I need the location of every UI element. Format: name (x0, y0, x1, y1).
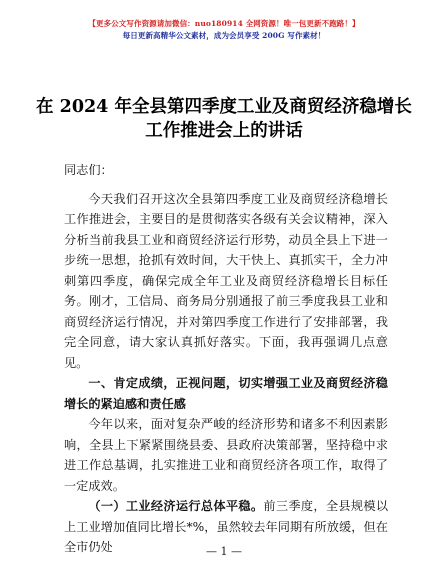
subsection-heading-1: （一）工业经济运行总体平稳。 (88, 499, 264, 513)
promo-line-1: 【更多公文写作资源请加微信：nuo180914 全网资源！唯一包更新不跑路！】 (88, 19, 360, 28)
title-line-2: 工作推进会上的讲话 (145, 121, 303, 141)
salutation: 同志们： (64, 163, 113, 177)
document-body (64, 160, 388, 558)
promo-line-2: 每日更新高精华公文素材，成为会员享受 200G 写作素材！ (122, 31, 326, 40)
title-line-1: 在 2024 年全县第四季度工业及商贸经济稳增长 (36, 97, 412, 117)
section-heading-1: 一、肯定成绩，正视问题，切实增强工业及商贸经济稳增长的紧迫感和责任感 (64, 376, 388, 411)
promo-banner (0, 18, 448, 42)
document-title (0, 95, 448, 143)
subsection-text-1: 前三季度，全县规模以上工业增加值同比增长*%，虽然较去年同期有所放缓，但在全市仍处 (64, 499, 389, 554)
paragraph-section-1: 今年以来，面对复杂严峻的经济形势和诸多不利因素影响，全县上下紧紧围绕县委、县政府决策部署，坚持稳中求进工作总基调，扎实推进工业和商贸经济各项工作，取得了一定成效。 (64, 417, 388, 493)
paragraph-intro: 今天我们召开这次全县第四季度工业及商贸经济稳增长工作推进会，主要目的是贯彻落实各级有关会议精神，深入分析当前我县工业和商贸经济运行形势，动员全县上下进一步统一思想，抢抓有效时间，大干快上、真抓实干，全力冲刺第四季度，确保完成全年工业及商贸经济稳增长目标任务。刚才，工信局、商务局分别通报了前三季度我县工业和商贸经济运行情况，并对第四季度工作进行了安排部署，我完全同意，请大家认真抓好落实。下面，我再强调几点意见。 (64, 191, 388, 370)
page-number: — 1 — (206, 545, 242, 558)
